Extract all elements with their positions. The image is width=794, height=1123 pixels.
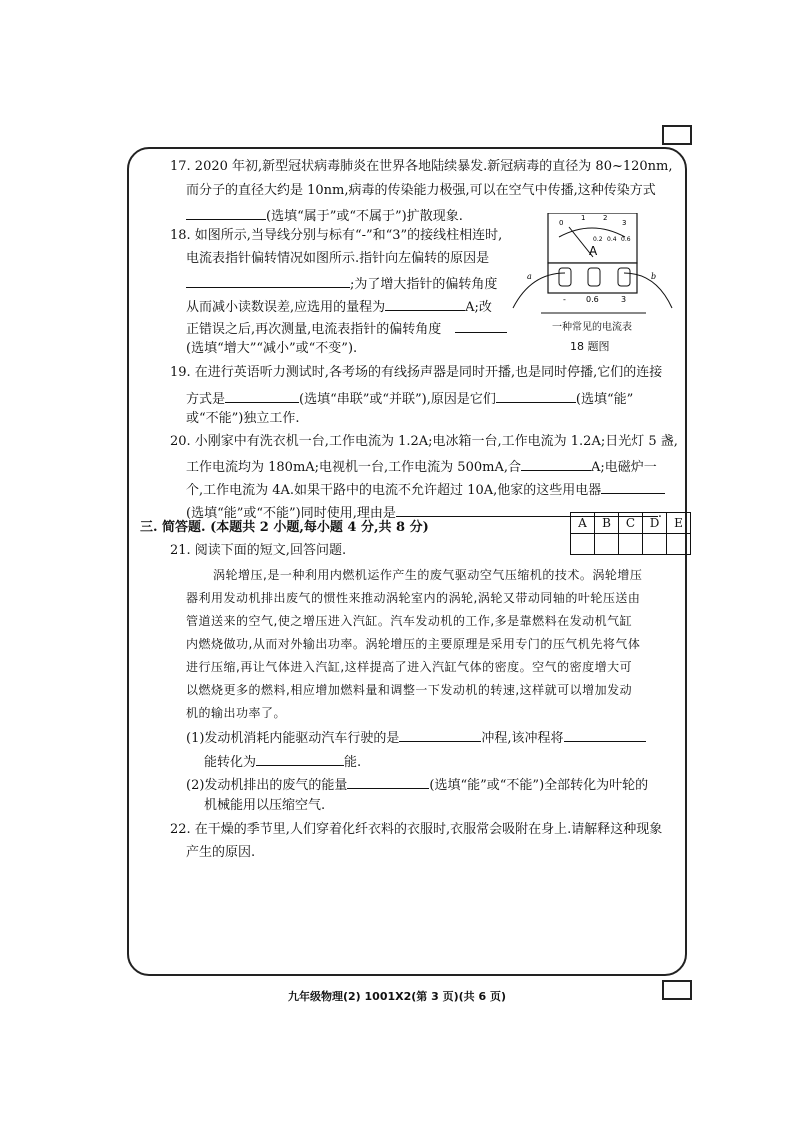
q22-answer-area[interactable]	[170, 870, 670, 960]
q21-blank-energy-to[interactable]	[256, 752, 344, 766]
q20-line2: 工作电流均为 180mA;电视机一台,工作电流为 500mA,合 A;电磁炉一	[186, 457, 657, 476]
section3-title: 三. 简答题. (本题共 2 小题,每小题 4 分,共 8 分)	[140, 520, 429, 535]
q19-line2: 方式是 (选填“串联”或“并联”),原因是它们 (选填“能”	[186, 389, 633, 408]
q19-blank-reason[interactable]	[496, 389, 576, 403]
q18-line1: 18. 如图所示,当导线分别与标有“-”和“3”的接线柱相连时,	[170, 228, 503, 243]
q18-line2: 电流表指针偏转情况如图所示.指针向左偏转的原因是	[186, 251, 490, 266]
meter-scale-bottom-1: 0.2	[593, 236, 603, 243]
q17-line1: 17. 2020 年初,新型冠状病毒肺炎在世界各地陆续暴发.新冠病毒的直径为 80~120nm,	[170, 159, 673, 174]
passage-line: 以燃烧更多的燃料,相应增加燃料量和调整一下发动机的转速,这样就可以增加发动	[186, 683, 633, 697]
q18-blank-range[interactable]	[385, 297, 465, 311]
q21-blank-can-convert[interactable]	[347, 775, 429, 789]
q18-line6: (选填“增大”“减小”或“不变”).	[186, 341, 358, 356]
q21-sub1-line2: 能转化为 能.	[204, 752, 361, 771]
ammeter-figure	[511, 213, 674, 323]
terminal-label-3: 3	[621, 295, 627, 304]
q21-blank-energy-from[interactable]	[564, 728, 646, 742]
terminal-0.6	[588, 268, 600, 286]
wire-label-a: a	[527, 272, 532, 281]
q17-line3: (选填“属于”或“不属于”)扩散现象.	[186, 206, 463, 225]
q21-sub2-line2: 机械能用以压缩空气.	[204, 798, 326, 813]
q19-line3: 或“不能”)独立工作.	[186, 411, 300, 426]
meter-scale-top-1: 1	[581, 214, 586, 222]
q19-line1: 19. 在进行英语听力测试时,各考场的有线扬声器是同时开播,也是同时停播,它们的连接	[170, 365, 663, 380]
meter-letter: A	[589, 244, 598, 258]
q18-line4: 从而减小读数误差,应选用的量程为 A;改	[186, 297, 492, 316]
meter-scale-top-0: 0	[559, 219, 564, 227]
terminal-label-0.6: 0.6	[586, 295, 599, 304]
grade-table	[570, 512, 691, 555]
passage-line: 管道送来的空气,使之增压进入汽缸。汽车发动机的工作,多是靠燃料在发动机气缸	[186, 614, 633, 628]
grade-a-box[interactable]	[571, 534, 595, 555]
bottom-score-box	[662, 980, 692, 1000]
wire-label-b: b	[651, 272, 657, 281]
q17-line2: 而分子的直径大约是 10nm,病毒的传染能力极强,可以在空气中传播,这种传染方式	[186, 183, 656, 198]
figure-label: 18 题图	[570, 340, 610, 353]
meter-scale-top-3: 3	[622, 219, 627, 227]
terminal-minus	[559, 268, 571, 286]
grade-b-box[interactable]	[595, 534, 619, 555]
terminal-3	[618, 268, 630, 286]
q20-line1: 20. 小刚家中有洗衣机一台,工作电流为 1.2A;电冰箱一台,工作电流为 1.2A;日光灯 5 盏,	[170, 434, 678, 449]
grade-a: A	[571, 513, 595, 534]
grade-c: C	[619, 513, 643, 534]
q20-line3: 个,工作电流为 4A.如果干路中的电流不允许超过 10A,他家的这些用电器	[186, 480, 665, 499]
q18-line3: ;为了增大指针的偏转角度	[186, 274, 497, 293]
passage-line: 器利用发动机排出废气的惯性来推动涡轮室内的涡轮,涡轮又带动同轴的叶轮压送由	[186, 591, 641, 605]
passage-line: 内燃烧做功,从而对外输出功率。涡轮增压的主要原理是采用专门的压气机先将气体	[186, 637, 641, 651]
q18-line5: 正错误之后,再次测量,电流表指针的偏转角度	[186, 319, 507, 338]
q21-blank-stroke[interactable]	[399, 728, 481, 742]
q18-blank-reason[interactable]	[186, 274, 350, 288]
figure-caption: 一种常见的电流表	[552, 322, 632, 333]
q20-blank-can-use[interactable]	[601, 480, 665, 494]
top-score-box	[662, 125, 692, 145]
grade-c-box[interactable]	[619, 534, 643, 555]
meter-scale-bottom-3: 0.6	[621, 236, 631, 243]
meter-scale-bottom-2: 0.4	[607, 236, 617, 243]
passage-line: 进行压缩,再让气体进入汽缸,这样提高了进入汽缸气体的密度。空气的密度增大可	[186, 660, 633, 674]
q18-blank-angle[interactable]	[455, 319, 507, 333]
q22-line1: 22. 在干燥的季节里,人们穿着化纤衣料的衣服时,衣服常会吸附在身上.请解释这种现象	[170, 822, 663, 837]
grade-d: D	[643, 513, 667, 534]
q19-blank-connection[interactable]	[225, 389, 299, 403]
q21-intro: 21. 阅读下面的短文,回答问题.	[170, 543, 347, 558]
passage-line: 涡轮增压,是一种利用内燃机运作产生的废气驱动空气压缩机的技术。涡轮增压	[213, 568, 643, 582]
q20-blank-current[interactable]	[521, 457, 591, 471]
page-footer: 九年级物理(2) 1001X2(第 3 页)(共 6 页)	[287, 990, 507, 1003]
meter-scale-top-2: 2	[603, 214, 608, 222]
q17-blank[interactable]	[186, 206, 266, 220]
grade-d-box[interactable]	[643, 534, 667, 555]
q20-line4: (选填“能”或“不能”)同时使用,理由是 .	[186, 503, 662, 522]
q21-sub1-line1: (1)发动机消耗内能驱动汽车行驶的是 冲程,该冲程将	[186, 728, 646, 747]
grade-e: E	[667, 513, 691, 534]
passage-line: 机的输出功率了。	[186, 706, 287, 720]
grade-b: B	[595, 513, 619, 534]
grade-e-box[interactable]	[667, 534, 691, 555]
q21-sub2-line1: (2)发动机排出的废气的能量 (选填“能”或“不能”)全部转化为叶轮的	[186, 775, 648, 794]
terminal-label-minus: -	[563, 295, 566, 304]
q22-line2: 产生的原因.	[186, 845, 256, 860]
